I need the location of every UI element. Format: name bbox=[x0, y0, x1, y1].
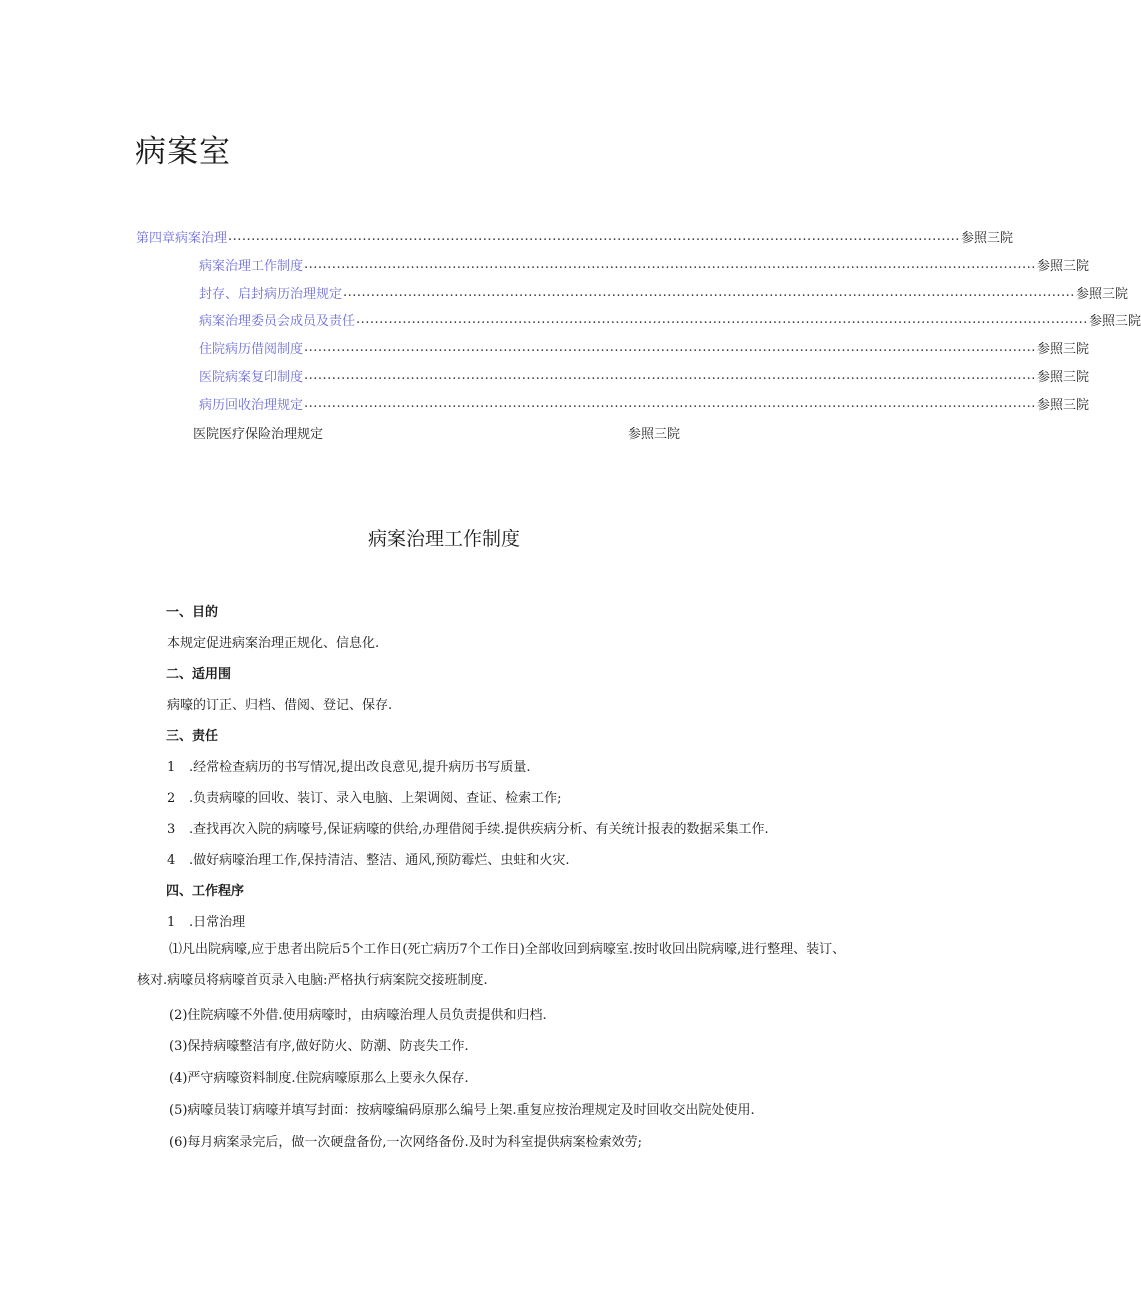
duty-item bbox=[167, 756, 531, 775]
section-title: 病案治理工作制度 bbox=[367, 528, 520, 550]
toc-leader-dots: .............................................................................................................................................................. bbox=[228, 228, 960, 244]
duty-item bbox=[167, 787, 562, 806]
toc-page-ref: 参照三院 bbox=[1036, 341, 1089, 357]
paragraph-scope: 病嚎的订正、归档、借阅、登记、保存. bbox=[167, 698, 393, 713]
duty-text: .查找再次入院的病嚎号,保证病嚎的供给,办理借阅手续.提供疾病分析、有关统计报表的数据采集工作. bbox=[189, 822, 769, 837]
sub-number: 1 bbox=[167, 915, 176, 930]
toc-leader-dots: .............................................................................................................................................................. bbox=[304, 367, 1036, 383]
heading-procedure: 四、工作程序 bbox=[166, 884, 245, 899]
procedure-item: (4)严守病嚎资料制度.住院病嚎原那么上要永久保存. bbox=[169, 1071, 469, 1086]
duty-text: .经常检查病历的书写情况,提出改良意见,提升病历书写质量. bbox=[189, 760, 531, 775]
toc-entry-link[interactable]: 病案治理委员会成员及责任 bbox=[199, 313, 356, 329]
heading-responsibility: 三、责任 bbox=[166, 729, 219, 744]
toc-plain-entry-label: 医院医疗保险治理规定 bbox=[193, 427, 324, 442]
procedure-paragraph-1: ⑴凡出院病嚎,应于患者出院后5个工作日(死亡病历7个工作日)全部收回到病嚎室.按时收回出院病嚎,进行整理、装订、核对.病嚎员将病嚎首页录入电脑:严格执行病案院交接班制度. bbox=[137, 942, 846, 988]
document-title: 病案室 bbox=[135, 134, 231, 170]
procedure-item: (6)每月病案录完后，做一次硬盘备份,一次网络备份.及时为科室提供病案检索效劳; bbox=[169, 1135, 643, 1150]
toc-leader-dots: .............................................................................................................................................................. bbox=[356, 311, 1088, 327]
toc-entry[interactable] bbox=[199, 336, 1089, 358]
procedure-item: (3)保持病嚎整洁有序,做好防火、防潮、防丧失工作. bbox=[169, 1039, 469, 1054]
toc-entry-link[interactable]: 住院病历借阅制度 bbox=[199, 341, 304, 357]
toc-chapter-entry[interactable] bbox=[136, 225, 1013, 247]
toc-entry-link[interactable]: 封存、启封病历治理规定 bbox=[199, 286, 343, 302]
toc-chapter-link[interactable]: 第四章病案治理 bbox=[136, 230, 228, 246]
duty-number: 1 bbox=[167, 760, 176, 775]
sub-heading-daily bbox=[167, 911, 245, 930]
toc-entry[interactable] bbox=[199, 364, 1089, 386]
toc-entry[interactable] bbox=[199, 392, 1089, 414]
toc-leader-dots: .............................................................................................................................................................. bbox=[304, 256, 1036, 272]
toc-entry-link[interactable]: 病案治理工作制度 bbox=[199, 258, 304, 274]
heading-purpose: 一、目的 bbox=[166, 605, 219, 620]
toc-page-ref: 参照三院 bbox=[1036, 258, 1089, 274]
duty-number: 2 bbox=[167, 791, 176, 806]
duty-number: 4 bbox=[167, 853, 176, 868]
toc-leader-dots: .............................................................................................................................................................. bbox=[304, 339, 1036, 355]
procedure-item: (2)住院病嚎不外借.使用病嚎时，由病嚎治理人员负责提供和归档. bbox=[169, 1008, 547, 1023]
toc-entry[interactable] bbox=[199, 281, 1128, 303]
toc-leader-dots: .............................................................................................................................................................. bbox=[343, 284, 1075, 300]
toc-plain-entry-page: 参照三院 bbox=[628, 427, 681, 442]
toc-page-ref: 参照三院 bbox=[960, 230, 1013, 246]
toc-entry[interactable] bbox=[199, 308, 1141, 330]
toc-page-ref: 参照三院 bbox=[1088, 313, 1141, 329]
duty-item bbox=[167, 849, 570, 868]
toc-page-ref: 参照三院 bbox=[1036, 369, 1089, 385]
duty-text: .做好病嚎治理工作,保持清洁、整洁、通风,预防霉烂、虫蛀和火灾. bbox=[189, 853, 570, 868]
toc-page-ref: 参照三院 bbox=[1075, 286, 1128, 302]
toc-page-ref: 参照三院 bbox=[1036, 397, 1089, 413]
duty-number: 3 bbox=[167, 822, 176, 837]
sub-text: .日常治理 bbox=[189, 915, 246, 930]
toc-entry-link[interactable]: 病历回收治理规定 bbox=[199, 397, 304, 413]
toc-entry-link[interactable]: 医院病案复印制度 bbox=[199, 369, 304, 385]
duty-item bbox=[167, 818, 769, 837]
toc-leader-dots: .............................................................................................................................................................. bbox=[304, 395, 1036, 411]
paragraph-purpose: 本规定促进病案治理正规化、信息化. bbox=[167, 636, 380, 651]
duty-text: .负责病嚎的回收、装订、录入电脑、上架调阅、查证、检索工作; bbox=[189, 791, 562, 806]
heading-scope: 二、适用围 bbox=[166, 667, 232, 682]
toc-entry[interactable] bbox=[199, 253, 1089, 275]
procedure-item: (5)病嚎员装订病嚎并填写封面：按病嚎编码原那么编号上架.重复应按治理规定及时回收交出院处使用. bbox=[169, 1103, 755, 1118]
